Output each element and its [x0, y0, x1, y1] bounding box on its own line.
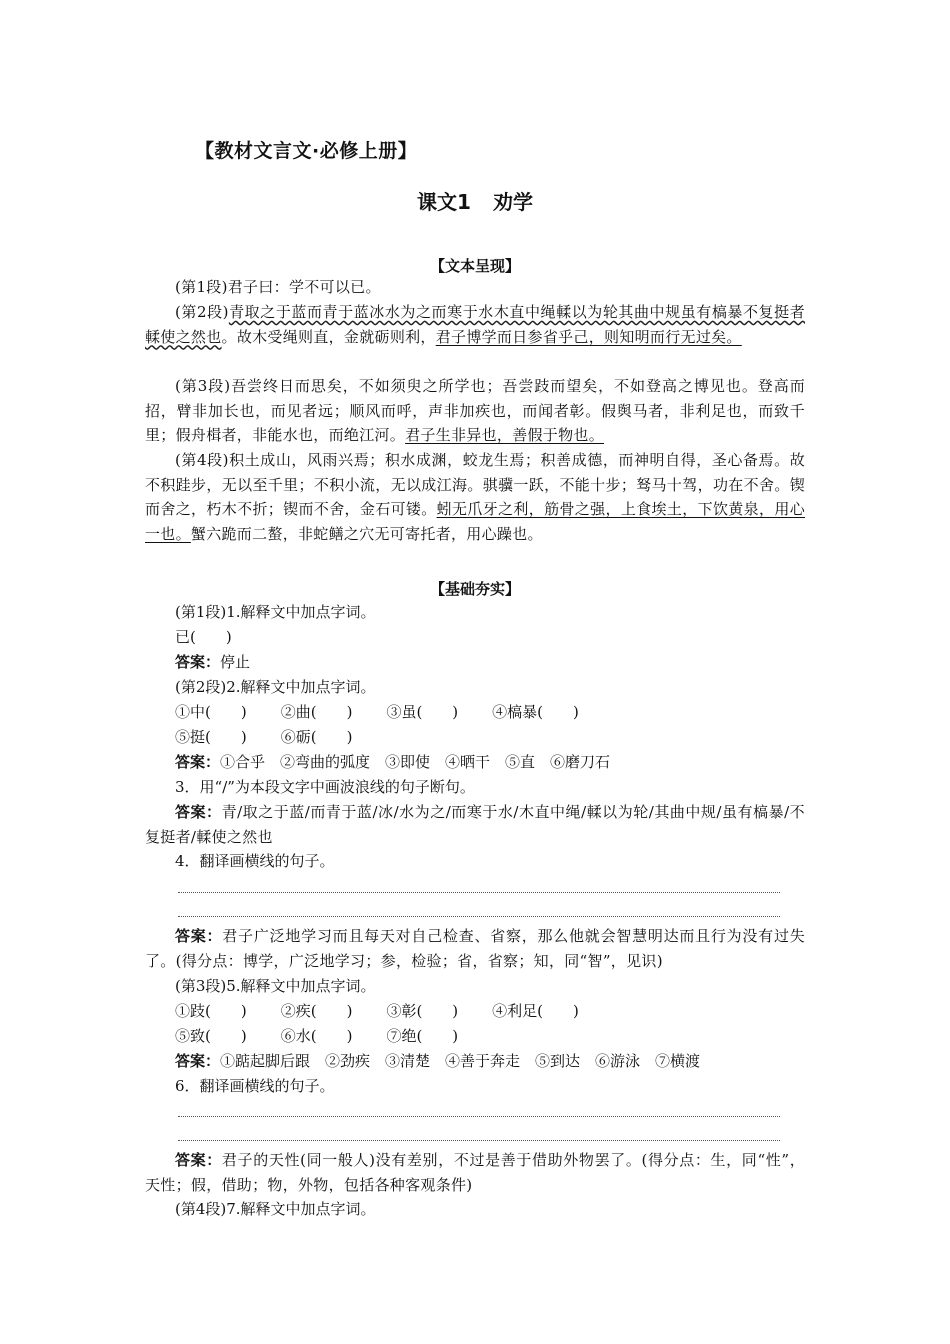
answer-label: 答案：: [175, 803, 222, 821]
q2-item: ③虽( ): [386, 703, 459, 721]
underlined-sentence: 蚓无爪牙之利，筋骨之强，上食埃土，下饮黄泉，用心一也。: [145, 500, 806, 543]
paragraph-1: [145, 275, 805, 300]
paragraph-4: [145, 448, 805, 546]
q2-item: ④槁暴( ): [492, 703, 579, 721]
q5-answer: [175, 1052, 805, 1070]
q1-heading: (第1段)1.解释文中加点字词。: [175, 603, 376, 621]
paragraph-text: 吾尝终日而思矣，不如须臾之所学也；吾尝跂而望矣，不如登高之博见也。登高而招，臂非加长也，而见者远；顺风而呼，声非加疾也，而闻者彰。假舆马者，非利足也，而致千里；假舟楫者，非能水也，而绝江河。: [145, 377, 806, 445]
lesson-name: 劝学: [492, 190, 533, 214]
answer-label: 答案：: [175, 653, 221, 671]
answer-text: 停止: [220, 653, 251, 671]
paragraph-tag: (第4段): [175, 451, 229, 469]
q1-blank: 已( ): [175, 628, 232, 646]
answer-text: 青/取之于蓝/而青于蓝/冰/水为之/而寒于水/木直中绳/輮以为轮/其曲中规/虽有槁暴/不复挺者/輮使之然也: [145, 803, 805, 846]
q5-item: ③彰( ): [386, 1002, 459, 1020]
q4-heading: 4．翻译画横线的句子。: [175, 852, 335, 870]
answer-line: [178, 916, 780, 917]
q2-answer: [175, 753, 805, 771]
answer-label: 答案：: [175, 1052, 221, 1070]
answer-text: 君子的天性(同一般人)没有差别，不过是善于借助外物罢了。(得分点：生，同“性”，天性；假，借助；物，外物，包括各种客观条件): [145, 1151, 805, 1194]
q5-row-2: [175, 1027, 805, 1045]
q5-item: ④利足( ): [492, 1002, 579, 1020]
q2-heading: (第2段)2.解释文中加点字词。: [175, 678, 376, 696]
q5-row-1: [175, 1002, 805, 1020]
paragraph-3: [145, 374, 805, 448]
answer-text: ①踮起脚后跟 ②劲疾 ③清楚 ④善于奔走 ⑤到达 ⑥游泳 ⑦横渡: [220, 1052, 701, 1070]
paragraph-tail: 蟹六跪而二螯，非蛇鳝之穴无可寄托者，用心躁也。: [190, 524, 543, 543]
answer-label: 答案：: [175, 1151, 222, 1169]
answer-text: 君子广泛地学习而且每天对自己检查、省察，那么他就会智慧明达而且行为没有过失了。(得分点：博学，广泛地学习；参，检验；省，省察；知，同“智”，见识): [145, 927, 806, 970]
q2-row-2: [175, 728, 805, 746]
section-basic-heading: 【基础夯实】: [429, 580, 520, 598]
q2-item: ①中( ): [175, 703, 247, 721]
q7-heading: (第4段)7.解释文中加点字词。: [175, 1200, 376, 1218]
answer-label: 答案：: [175, 753, 221, 771]
underlined-sentence: 君子生非异也，善假于物也。: [405, 426, 605, 445]
q5-item: ②疾( ): [280, 1002, 353, 1020]
answer-line: [178, 892, 780, 893]
q4-answer: [145, 924, 805, 973]
paragraph-tag: (第1段): [175, 278, 228, 296]
paragraph-tag: (第2段): [175, 303, 229, 321]
wavy-sentence: 青取之于蓝而青于蓝冰水为之而寒于水木直中绳輮以为轮其曲中规虽有槁暴不复挺者輮使之然也: [145, 303, 806, 346]
q6-answer: [145, 1148, 805, 1197]
paragraph-tag: (第3段): [175, 377, 231, 395]
answer-text: ①合乎 ②弯曲的弧度 ③即使 ④晒干 ⑤直 ⑥磨刀石: [220, 753, 611, 771]
q5-item: ⑤致( ): [175, 1027, 247, 1045]
paragraph-2: [145, 300, 805, 349]
paragraph-text: 积土成山，风雨兴焉；积水成渊，蛟龙生焉；积善成德，而神明自得，圣心备焉。故不积跬步，无以至千里；不积小流，无以成江海。骐骥一跃，不能十步；驽马十驾，功在不舍。锲而舍之，朽木不折；锲而不舍，金石可镂。: [145, 451, 806, 519]
q5-item: ①跂( ): [175, 1002, 247, 1020]
q3-answer: [145, 800, 805, 849]
q3-heading: 3．用“/”为本段文字中画波浪线的句子断句。: [175, 778, 475, 796]
q5-heading: (第3段)5.解释文中加点字词。: [175, 977, 376, 995]
q2-item: ⑥砺( ): [280, 728, 353, 746]
document-header: 【教材文言文·必修上册】: [195, 140, 418, 162]
answer-line: [178, 1116, 780, 1117]
lesson-label: 课文1: [417, 190, 471, 214]
section-text-heading: 【文本呈现】: [429, 257, 520, 275]
paragraph-text: 君子曰：学不可以已。: [227, 278, 381, 296]
q5-item: ⑦绝( ): [386, 1027, 459, 1045]
q1-answer: [175, 653, 805, 671]
answer-line: [178, 1140, 780, 1141]
answer-label: 答案：: [175, 927, 223, 945]
q2-item: ⑤挺( ): [175, 728, 247, 746]
lesson-title: [0, 186, 950, 215]
underlined-sentence: 君子博学而日参省乎己，则知明而行无过矣。: [435, 327, 742, 346]
q2-row-1: [175, 703, 805, 721]
q5-item: ⑥水( ): [280, 1027, 353, 1045]
q6-heading: 6．翻译画横线的句子。: [175, 1077, 335, 1095]
q2-item: ②曲( ): [280, 703, 353, 721]
paragraph-text: 。故木受绳则直，金就砺则利，: [221, 327, 436, 346]
